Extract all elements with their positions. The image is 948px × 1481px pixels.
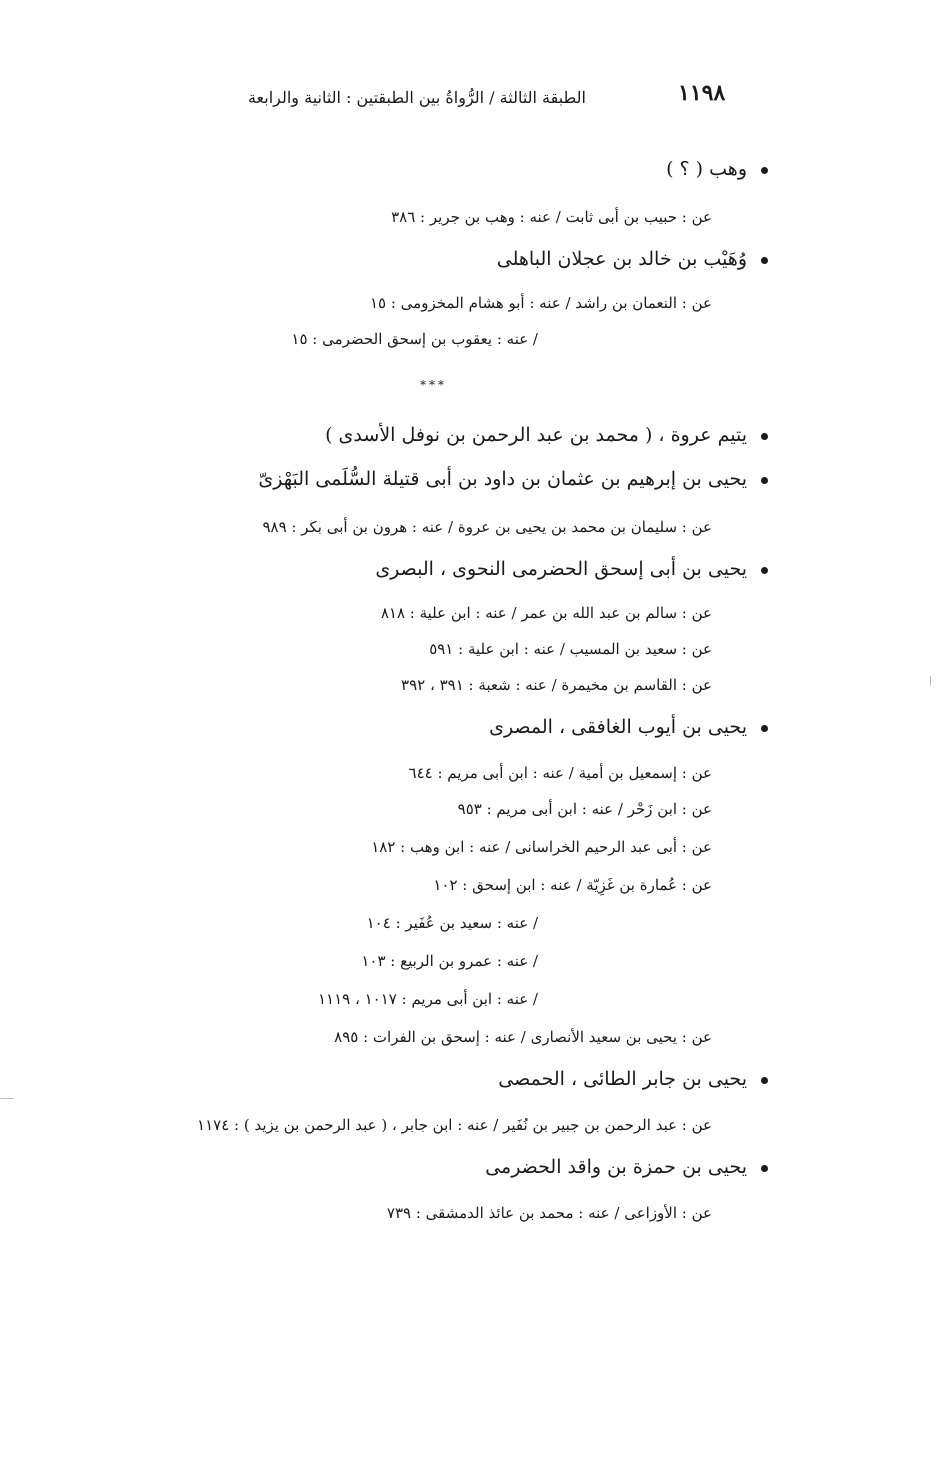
entry-line: عن : يحيى بن سعيد الأنصارى / عنه : إسحق بن الفرات : ٨٩٥ xyxy=(334,1028,712,1046)
entry-line: / عنه : ابن أبى مريم : ١٠١٧ ، ١١١٩ xyxy=(318,990,538,1008)
running-header: الطبقة الثالثة / الرُّواةُ بين الطبقتين : الثانية والرابعة xyxy=(247,88,586,107)
bullet-icon xyxy=(761,257,768,264)
entry-line: / عنه : يعقوب بن إسحق الحضرمى : ١٥ xyxy=(291,330,538,348)
entry-name: يحيى بن أيوب الغافقى ، المصرى xyxy=(489,716,747,738)
bullet-icon xyxy=(761,477,768,484)
bullet-icon xyxy=(761,725,768,732)
bullet-icon xyxy=(761,1077,768,1084)
entry-heading xyxy=(258,468,768,490)
entry-line: عن : إسمعيل بن أمية / عنه : ابن أبى مريم : ٦٤٤ xyxy=(408,764,712,782)
entry-line: / عنه : سعيد بن عُفَير : ١٠٤ xyxy=(366,914,538,932)
entry-heading xyxy=(485,1156,768,1178)
entry-line: / عنه : عمرو بن الربيع : ١٠٣ xyxy=(361,952,538,970)
entry-name: يحيى بن جابر الطائى ، الحمصى xyxy=(498,1068,747,1090)
entry-line: عن : سالم بن عبد الله بن عمر / عنه : ابن علية : ٨١٨ xyxy=(380,604,712,622)
entry-heading xyxy=(497,248,768,270)
entry-heading xyxy=(375,558,768,580)
entry-name: وهب ( ؟ ) xyxy=(666,158,747,180)
scan-mark xyxy=(930,676,931,686)
entry-line: عن : النعمان بن راشد / عنه : أبو هشام المخزومى : ١٥ xyxy=(369,294,712,312)
bullet-icon xyxy=(761,567,768,574)
entry-name: يتيم عروة ، ( محمد بن عبد الرحمن بن نوفل الأسدى ) xyxy=(325,424,747,446)
entry-line: عن : سليمان بن محمد بن يحيى بن عروة / عنه : هرون بن أبى بكر : ٩٨٩ xyxy=(262,518,712,536)
entry-line: عن : عبد الرحمن بن جبير بن نُفَير / عنه : ابن جابر ، ( عبد الرحمن بن يزيد ) : ١١٧٤ xyxy=(197,1116,712,1134)
entry-heading xyxy=(325,424,768,446)
entry-line: عن : الأوزاعى / عنه : محمد بن عائذ الدمشقى : ٧٣٩ xyxy=(386,1204,712,1222)
entry-line: عن : ابن زَحْر / عنه : ابن أبى مريم : ٩٥٣ xyxy=(457,800,712,818)
entry-heading xyxy=(489,716,768,738)
entry-name: يحيى بن إبرهيم بن عثمان بن داود بن أبى قتيلة السُّلَمى البَهْزىّ xyxy=(258,468,747,490)
entry-name: يحيى بن أبى إسحق الحضرمى النحوى ، البصرى xyxy=(375,558,747,580)
page-number: ١١٩٨ xyxy=(678,80,726,106)
bullet-icon xyxy=(761,433,768,440)
bullet-icon xyxy=(761,167,768,174)
entry-line: عن : القاسم بن مخيمرة / عنه : شعبة : ٣٩١ ، ٣٩٢ xyxy=(401,676,712,694)
scan-mark xyxy=(0,1098,14,1099)
entry-heading xyxy=(666,158,768,180)
entry-line: عن : عُمارة بن غَزِيّة / عنه : ابن إسحق : ١٠٢ xyxy=(433,876,712,894)
entry-line: عن : أبى عبد الرحيم الخراسانى / عنه : ابن وهب : ١٨٢ xyxy=(371,838,712,856)
entry-name: يحيى بن حمزة بن واقد الحضرمى xyxy=(485,1156,747,1178)
entry-line: عن : حبيب بن أبى ثابت / عنه : وهب بن جرير : ٣٨٦ xyxy=(391,208,712,226)
bullet-icon xyxy=(761,1165,768,1172)
section-separator: *** xyxy=(420,378,447,392)
entry-name: وُهَيْب بن خالد بن عجلان الباهلى xyxy=(496,248,747,270)
entry-line: عن : سعيد بن المسيب / عنه : ابن علية : ٥٩١ xyxy=(429,640,712,658)
entry-heading xyxy=(498,1068,768,1090)
